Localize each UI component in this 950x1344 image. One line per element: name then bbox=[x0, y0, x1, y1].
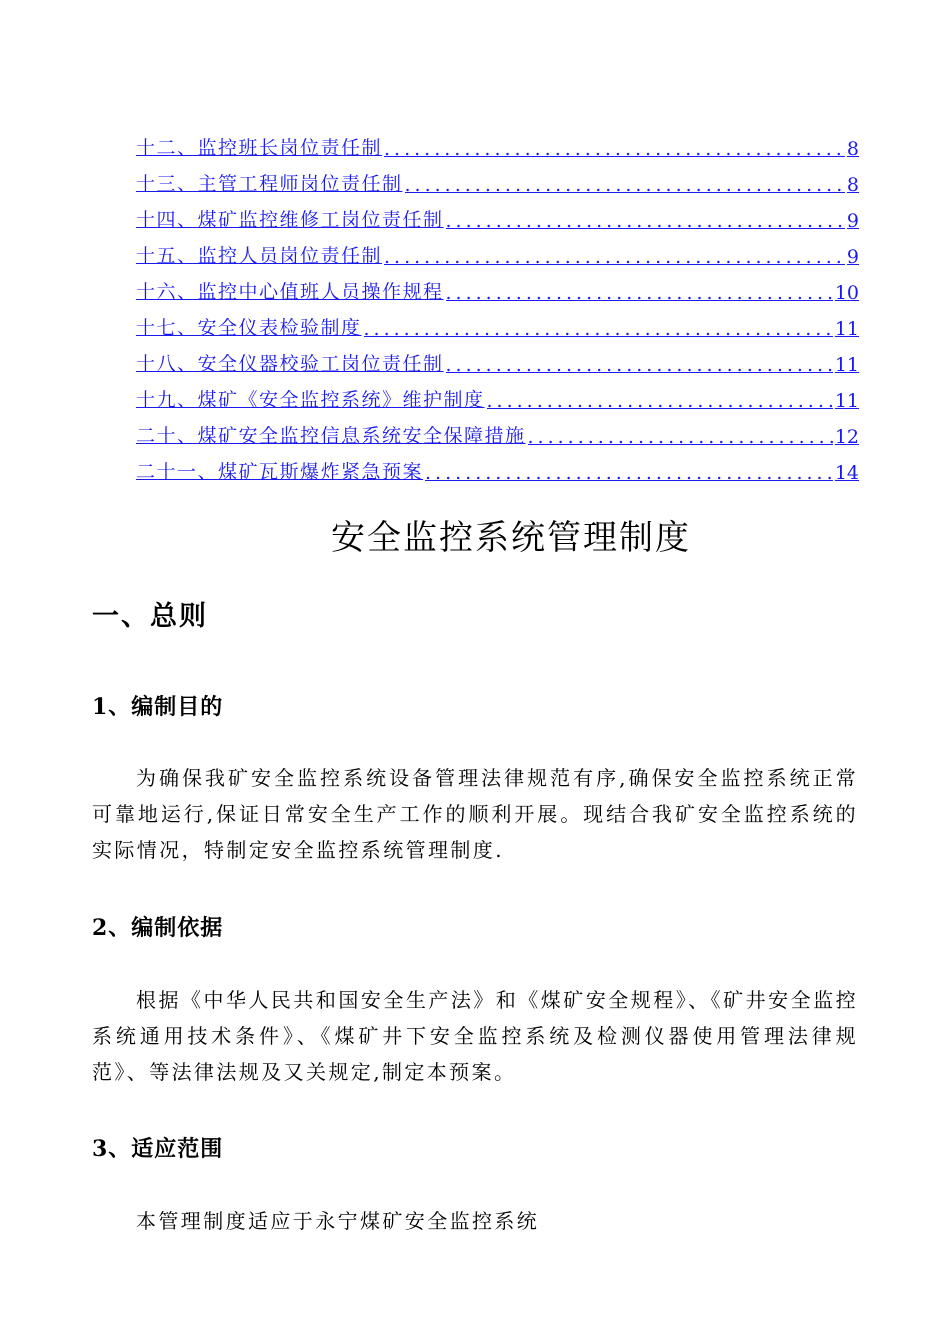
toc-entry-title: 十五、监控人员岗位责任制 bbox=[136, 245, 383, 267]
toc-entry[interactable] bbox=[136, 412, 859, 448]
toc-dot-leader bbox=[528, 426, 833, 448]
section-heading: 2、编制依据 bbox=[92, 915, 224, 941]
toc-entry-page: 11 bbox=[834, 318, 859, 340]
toc-dot-leader bbox=[487, 390, 833, 412]
toc-entry[interactable] bbox=[136, 376, 859, 412]
toc-entry-title: 二十、煤矿安全监控信息系统安全保障措施 bbox=[136, 425, 526, 447]
toc-entry-title: 十四、煤矿监控维修工岗位责任制 bbox=[136, 209, 444, 231]
toc-entry-title: 十二、监控班长岗位责任制 bbox=[136, 137, 383, 159]
table-of-contents bbox=[136, 124, 859, 484]
section-heading: 1、编制目的 bbox=[92, 694, 224, 720]
toc-entry[interactable] bbox=[136, 448, 859, 484]
toc-dot-leader bbox=[446, 354, 833, 376]
toc-entry[interactable] bbox=[136, 304, 859, 340]
toc-dot-leader bbox=[364, 318, 833, 340]
toc-entry[interactable] bbox=[136, 340, 859, 376]
toc-dot-leader bbox=[446, 282, 833, 304]
toc-dot-leader bbox=[384, 246, 845, 268]
toc-entry[interactable] bbox=[136, 232, 859, 268]
toc-entry-page: 10 bbox=[834, 282, 859, 304]
toc-entry-page: 8 bbox=[846, 138, 859, 160]
toc-dot-leader bbox=[405, 174, 845, 196]
toc-entry-page: 8 bbox=[846, 174, 859, 196]
toc-entry[interactable] bbox=[136, 160, 859, 196]
toc-entry[interactable] bbox=[136, 124, 859, 160]
toc-entry-page: 9 bbox=[846, 210, 859, 232]
toc-dot-leader bbox=[446, 210, 845, 232]
toc-entry-page: 9 bbox=[846, 246, 859, 268]
section-paragraph: 根据《中华人民共和国安全生产法》和《煤矿安全规程》、《矿井安全监控系统通用技术条件》、《煤矿井下安全监控系统及检测仪器使用管理法律规范》、等法律法规及又关规定,制定本预案。 bbox=[92, 988, 858, 1084]
toc-entry-title: 十六、监控中心值班人员操作规程 bbox=[136, 281, 444, 303]
toc-entry-title: 二十一、煤矿瓦斯爆炸紧急预案 bbox=[136, 461, 424, 483]
toc-entry[interactable] bbox=[136, 196, 859, 232]
document-title: 安全监控系统管理制度 bbox=[331, 518, 691, 558]
toc-entry-title: 十八、安全仪器校验工岗位责任制 bbox=[136, 353, 444, 375]
chapter-heading: 一、总则 bbox=[92, 601, 208, 632]
toc-entry-title: 十九、煤矿《安全监控系统》维护制度 bbox=[136, 389, 485, 411]
toc-dot-leader bbox=[384, 138, 845, 160]
toc-entry-page: 11 bbox=[834, 354, 859, 376]
toc-entry-page: 11 bbox=[834, 390, 859, 412]
toc-dot-leader bbox=[425, 462, 833, 484]
toc-entry-title: 十七、安全仪表检验制度 bbox=[136, 317, 362, 339]
toc-entry-title: 十三、主管工程师岗位责任制 bbox=[136, 173, 403, 195]
section-paragraph: 本管理制度适应于永宁煤矿安全监控系统 bbox=[136, 1209, 540, 1233]
section-heading: 3、适应范围 bbox=[92, 1136, 224, 1162]
toc-entry[interactable] bbox=[136, 268, 859, 304]
toc-entry-page: 12 bbox=[834, 426, 859, 448]
section-paragraph: 为确保我矿安全监控系统设备管理法律规范有序,确保安全监控系统正常可靠地运行,保证日常安全生产工作的顺利开展。现结合我矿安全监控系统的实际情况，特制定安全监控系统管理制度. bbox=[92, 766, 858, 862]
toc-entry-page: 14 bbox=[834, 462, 859, 484]
